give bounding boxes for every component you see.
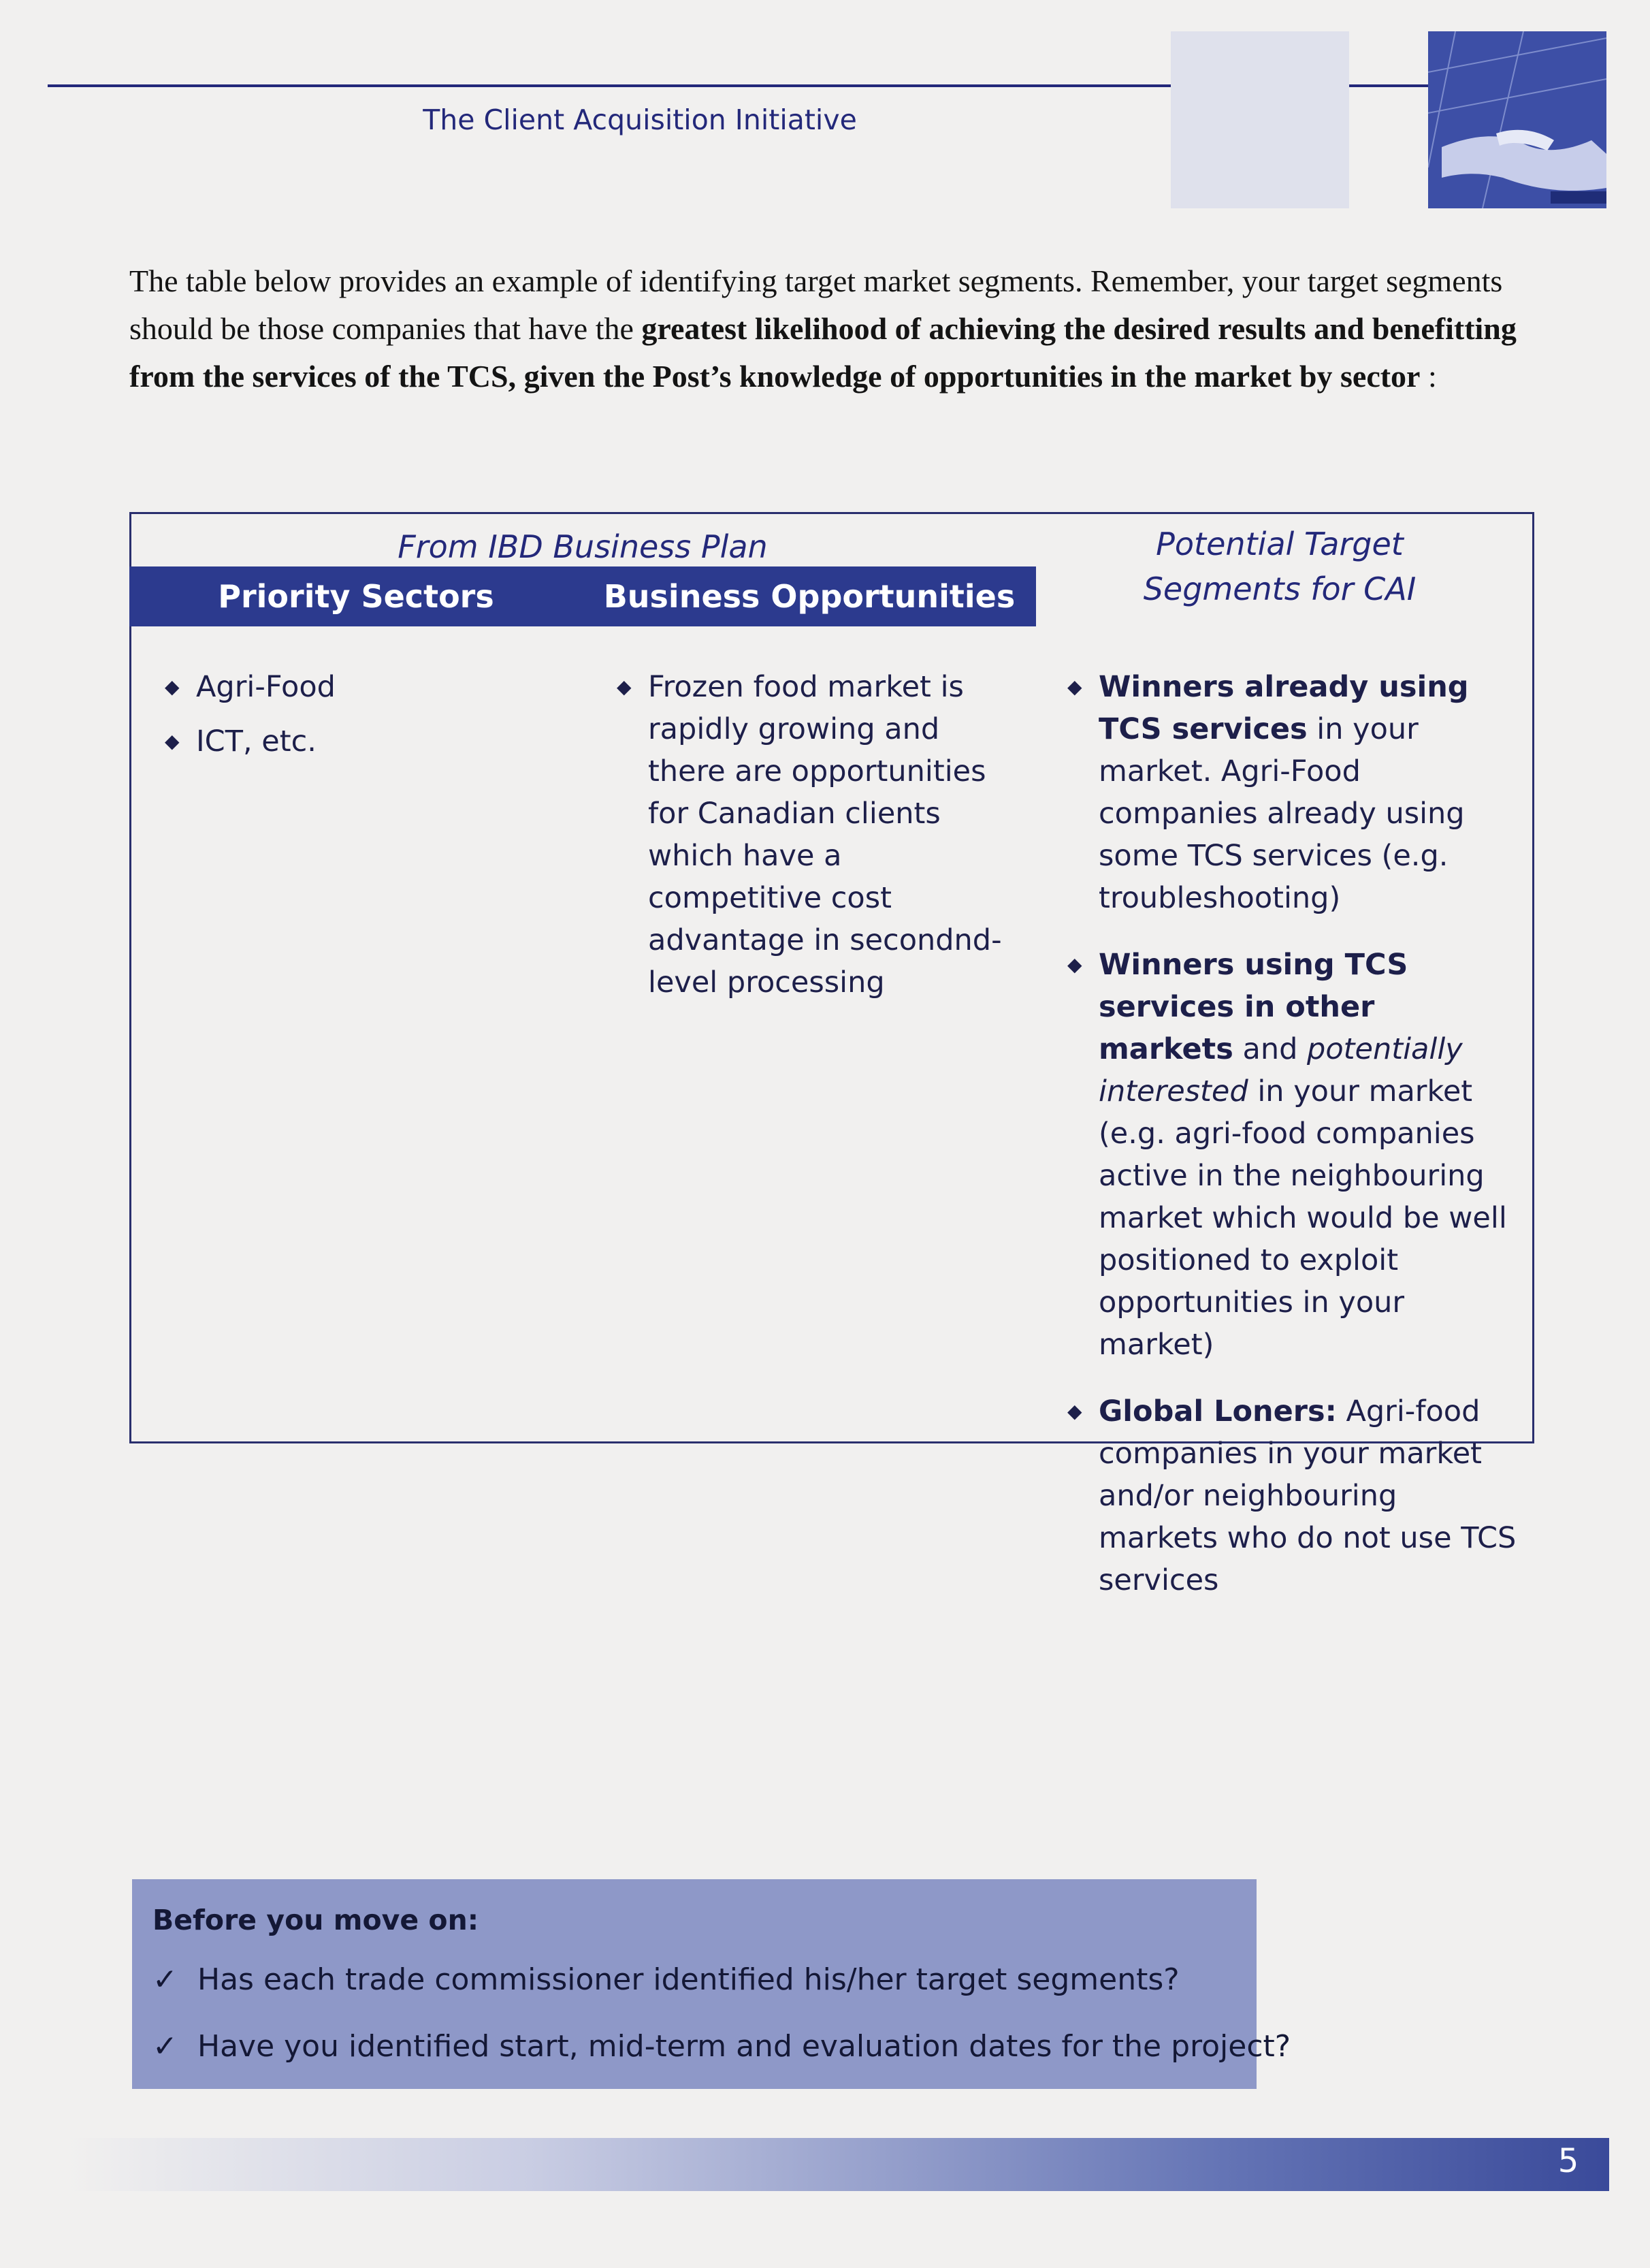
- page-header-title: The Client Acquisition Initiative: [423, 103, 857, 136]
- group-header-ibd: From IBD Business Plan: [398, 528, 768, 565]
- handshake-image: [1428, 31, 1606, 208]
- bleed-through-image: [1171, 31, 1349, 208]
- checkmark-icon: ✓: [152, 2029, 178, 2064]
- list-item: ◆ Winners already using TCS services in your market. Agri-Food companies already using some TCS services (e.g. troubleshooting): [1067, 666, 1517, 919]
- diamond-bullet-icon: ◆: [165, 730, 180, 752]
- diamond-bullet-icon: ◆: [1067, 675, 1082, 698]
- priority-sectors-list: [165, 666, 519, 775]
- target-segments-list: [1067, 666, 1517, 1614]
- diamond-bullet-icon: ◆: [1067, 953, 1082, 976]
- diamond-bullet-icon: ◆: [1067, 1400, 1082, 1422]
- callout-title: Before you move on:: [152, 1904, 479, 1936]
- handshake-icon: [1428, 31, 1606, 208]
- diamond-bullet-icon: ◆: [617, 675, 632, 698]
- list-item: ◆ Winners using TCS services in other markets and potentially interested in your market (e.g. agri-food companies active in the neighbouring market which would be well positioned to exploit opportunities in your market): [1067, 944, 1517, 1366]
- intro-text-2: :: [1420, 359, 1437, 394]
- intro-text-bold: greatest likelihood of achieving the desired results and benefitting from the services of the TCS, given the Post’s knowledge of opportunities in the market by sector: [129, 311, 1517, 394]
- column-header-priority-sectors: Priority Sectors: [218, 578, 494, 615]
- page-number: 5: [1557, 2142, 1579, 2180]
- list-item: ◆ Global Loners: Agri-food companies in your market and/or neighbouring markets who do not use TCS services: [1067, 1390, 1517, 1601]
- checklist-item: ✓ Has each trade commissioner identified his/her target segments?: [152, 1962, 1180, 1997]
- checklist-item: ✓ Have you identified start, mid-term and evaluation dates for the project?: [152, 2029, 1291, 2064]
- footer-bar: [68, 2138, 1609, 2191]
- group-header-target: [1062, 522, 1498, 611]
- business-opportunities-list: [617, 666, 1012, 1016]
- group-header-target-line1: Potential Target: [1156, 526, 1404, 562]
- intro-paragraph: [129, 257, 1518, 400]
- diamond-bullet-icon: ◆: [165, 675, 180, 698]
- list-item: ◆ ICT, etc.: [165, 720, 519, 763]
- column-header-business-opportunities: Business Opportunities: [603, 578, 1016, 615]
- group-header-target-line2: Segments for CAI: [1143, 571, 1417, 607]
- checkmark-icon: ✓: [152, 1962, 178, 1997]
- list-item: ◆ Frozen food market is rapidly growing and there are opportunities for Canadian clients which have a competitive cost advantage in secondnd-level processing: [617, 666, 1012, 1004]
- intro-text-1: The table below provides an example of identifying target market segments. Remember, your target segments should be those companies that have the: [129, 263, 1503, 346]
- list-item: ◆ Agri-Food: [165, 666, 519, 708]
